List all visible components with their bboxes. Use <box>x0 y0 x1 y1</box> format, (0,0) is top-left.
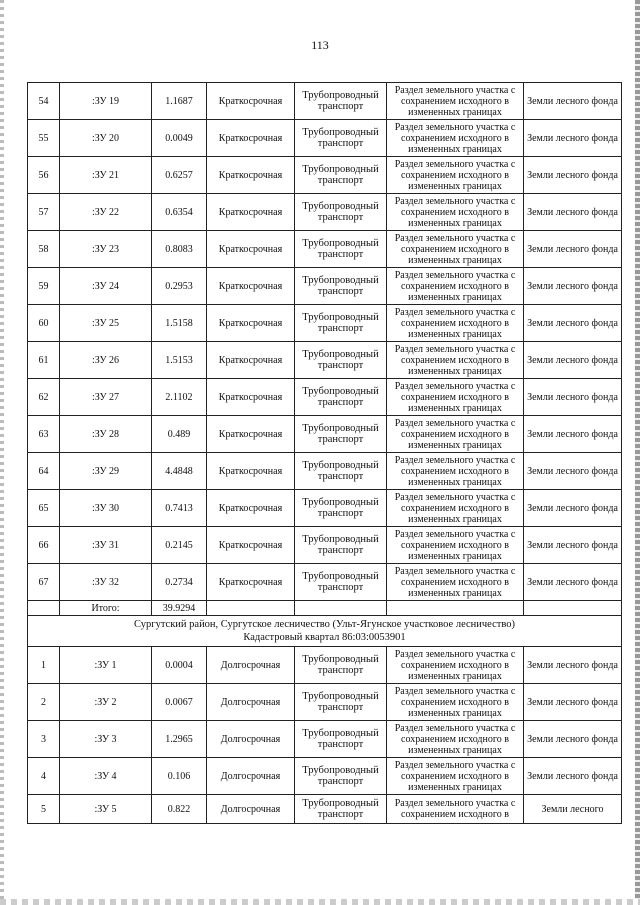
row-number-cell: 1 <box>28 647 60 684</box>
land-category-cell: Земли лесного фонда <box>524 120 622 157</box>
total-empty-cell <box>295 601 387 616</box>
row-number-cell: 3 <box>28 721 60 758</box>
area-cell: 2.1102 <box>152 379 207 416</box>
term-cell: Краткосрочная <box>207 490 295 527</box>
usage-type-cell: Трубопроводный транспорт <box>295 194 387 231</box>
plot-id-cell: :ЗУ 5 <box>60 795 152 824</box>
table-row <box>28 83 622 120</box>
usage-type-cell: Трубопроводный транспорт <box>295 527 387 564</box>
purpose-cell: Раздел земельного участка с сохранением исходного в измененных границах <box>387 453 524 490</box>
table-row <box>28 647 622 684</box>
term-cell: Краткосрочная <box>207 120 295 157</box>
purpose-cell: Раздел земельного участка с сохранением исходного в измененных границах <box>387 490 524 527</box>
total-empty-cell <box>524 601 622 616</box>
plot-id-cell: :ЗУ 19 <box>60 83 152 120</box>
usage-type-cell: Трубопроводный транспорт <box>295 721 387 758</box>
table-row <box>28 721 622 758</box>
table-row <box>28 120 622 157</box>
purpose-cell: Раздел земельного участка с сохранением исходного в измененных границах <box>387 564 524 601</box>
table-row <box>28 416 622 453</box>
term-cell: Долгосрочная <box>207 795 295 824</box>
land-category-cell: Земли лесного фонда <box>524 268 622 305</box>
term-cell: Краткосрочная <box>207 83 295 120</box>
plot-id-cell: :ЗУ 25 <box>60 305 152 342</box>
land-plot-table <box>27 82 622 824</box>
land-category-cell: Земли лесного фонда <box>524 416 622 453</box>
row-number-cell: 63 <box>28 416 60 453</box>
total-empty-cell <box>207 601 295 616</box>
page-number: 113 <box>311 38 329 52</box>
total-row <box>28 601 622 616</box>
area-cell: 0.6354 <box>152 194 207 231</box>
purpose-cell: Раздел земельного участка с сохранением исходного в измененных границах <box>387 342 524 379</box>
scan-right-edge <box>635 0 640 905</box>
term-cell: Долгосрочная <box>207 684 295 721</box>
total-empty-cell <box>28 601 60 616</box>
section-header-row <box>28 616 622 647</box>
plot-id-cell: :ЗУ 20 <box>60 120 152 157</box>
plot-id-cell: :ЗУ 32 <box>60 564 152 601</box>
term-cell: Краткосрочная <box>207 231 295 268</box>
purpose-cell: Раздел земельного участка с сохранением исходного в измененных границах <box>387 721 524 758</box>
row-number-cell: 64 <box>28 453 60 490</box>
term-cell: Долгосрочная <box>207 758 295 795</box>
term-cell: Краткосрочная <box>207 564 295 601</box>
scan-bottom-edge <box>0 899 640 905</box>
usage-type-cell: Трубопроводный транспорт <box>295 379 387 416</box>
scan-left-edge <box>0 0 4 905</box>
row-number-cell: 59 <box>28 268 60 305</box>
total-label: Итого: <box>60 601 152 616</box>
row-number-cell: 58 <box>28 231 60 268</box>
table-row <box>28 268 622 305</box>
term-cell: Краткосрочная <box>207 453 295 490</box>
row-number-cell: 2 <box>28 684 60 721</box>
row-number-cell: 60 <box>28 305 60 342</box>
row-number-cell: 54 <box>28 83 60 120</box>
term-cell: Краткосрочная <box>207 157 295 194</box>
purpose-cell: Раздел земельного участка с сохранением исходного в измененных границах <box>387 527 524 564</box>
table-row <box>28 490 622 527</box>
usage-type-cell: Трубопроводный транспорт <box>295 120 387 157</box>
row-number-cell: 65 <box>28 490 60 527</box>
area-cell: 0.2734 <box>152 564 207 601</box>
land-category-cell: Земли лесного фонда <box>524 194 622 231</box>
area-cell: 1.5153 <box>152 342 207 379</box>
row-number-cell: 55 <box>28 120 60 157</box>
section-header <box>28 616 622 647</box>
usage-type-cell: Трубопроводный транспорт <box>295 490 387 527</box>
plot-id-cell: :ЗУ 1 <box>60 647 152 684</box>
plot-id-cell: :ЗУ 4 <box>60 758 152 795</box>
term-cell: Краткосрочная <box>207 379 295 416</box>
plot-id-cell: :ЗУ 26 <box>60 342 152 379</box>
area-cell: 0.0067 <box>152 684 207 721</box>
usage-type-cell: Трубопроводный транспорт <box>295 342 387 379</box>
row-number-cell: 57 <box>28 194 60 231</box>
purpose-cell: Раздел земельного участка с сохранением исходного в измененных границах <box>387 647 524 684</box>
area-cell: 0.7413 <box>152 490 207 527</box>
table-row <box>28 758 622 795</box>
purpose-cell: Раздел земельного участка с сохранением исходного в измененных границах <box>387 120 524 157</box>
total-empty-cell <box>387 601 524 616</box>
usage-type-cell: Трубопроводный транспорт <box>295 305 387 342</box>
term-cell: Краткосрочная <box>207 416 295 453</box>
purpose-cell: Раздел земельного участка с сохранением исходного в измененных границах <box>387 416 524 453</box>
row-number-cell: 61 <box>28 342 60 379</box>
land-category-cell: Земли лесного <box>524 795 622 824</box>
area-cell: 0.489 <box>152 416 207 453</box>
usage-type-cell: Трубопроводный транспорт <box>295 564 387 601</box>
usage-type-cell: Трубопроводный транспорт <box>295 83 387 120</box>
term-cell: Краткосрочная <box>207 268 295 305</box>
plot-id-cell: :ЗУ 22 <box>60 194 152 231</box>
term-cell: Долгосрочная <box>207 721 295 758</box>
table-row <box>28 194 622 231</box>
usage-type-cell: Трубопроводный транспорт <box>295 795 387 824</box>
purpose-cell: Раздел земельного участка с сохранением исходного в измененных границах <box>387 379 524 416</box>
land-category-cell: Земли лесного фонда <box>524 305 622 342</box>
area-cell: 1.5158 <box>152 305 207 342</box>
usage-type-cell: Трубопроводный транспорт <box>295 157 387 194</box>
purpose-cell: Раздел земельного участка с сохранением исходного в измененных границах <box>387 83 524 120</box>
area-cell: 4.4848 <box>152 453 207 490</box>
land-category-cell: Земли лесного фонда <box>524 564 622 601</box>
plot-id-cell: :ЗУ 3 <box>60 721 152 758</box>
purpose-cell: Раздел земельного участка с сохранением исходного в измененных границах <box>387 157 524 194</box>
plot-id-cell: :ЗУ 21 <box>60 157 152 194</box>
term-cell: Краткосрочная <box>207 305 295 342</box>
purpose-cell: Раздел земельного участка с сохранением исходного в измененных границах <box>387 231 524 268</box>
purpose-cell: Раздел земельного участка с сохранением исходного в <box>387 795 524 824</box>
row-number-cell: 62 <box>28 379 60 416</box>
land-category-cell: Земли лесного фонда <box>524 684 622 721</box>
usage-type-cell: Трубопроводный транспорт <box>295 268 387 305</box>
table-row <box>28 231 622 268</box>
table-row <box>28 342 622 379</box>
table-row <box>28 684 622 721</box>
area-cell: 1.1687 <box>152 83 207 120</box>
area-cell: 1.2965 <box>152 721 207 758</box>
table-row <box>28 157 622 194</box>
section-header-line2: Кадастровый квартал 86:03:0053901 <box>243 632 406 643</box>
term-cell: Краткосрочная <box>207 342 295 379</box>
row-number-cell: 66 <box>28 527 60 564</box>
area-cell: 0.2145 <box>152 527 207 564</box>
land-category-cell: Земли лесного фонда <box>524 490 622 527</box>
usage-type-cell: Трубопроводный транспорт <box>295 453 387 490</box>
area-cell: 0.106 <box>152 758 207 795</box>
purpose-cell: Раздел земельного участка с сохранением исходного в измененных границах <box>387 268 524 305</box>
plot-id-cell: :ЗУ 29 <box>60 453 152 490</box>
land-category-cell: Земли лесного фонда <box>524 721 622 758</box>
usage-type-cell: Трубопроводный транспорт <box>295 231 387 268</box>
area-cell: 0.0004 <box>152 647 207 684</box>
usage-type-cell: Трубопроводный транспорт <box>295 684 387 721</box>
area-cell: 0.822 <box>152 795 207 824</box>
plot-id-cell: :ЗУ 28 <box>60 416 152 453</box>
plot-id-cell: :ЗУ 30 <box>60 490 152 527</box>
area-cell: 0.2953 <box>152 268 207 305</box>
table-total <box>28 601 622 647</box>
row-number-cell: 4 <box>28 758 60 795</box>
land-category-cell: Земли лесного фонда <box>524 758 622 795</box>
table-body-top <box>28 83 622 601</box>
section-header-line1: Сургутский район, Сургутское лесничество (Ульт-Ягунское участковое лесничество) <box>134 619 515 630</box>
term-cell: Долгосрочная <box>207 647 295 684</box>
table-row <box>28 795 622 824</box>
plot-id-cell: :ЗУ 23 <box>60 231 152 268</box>
purpose-cell: Раздел земельного участка с сохранением исходного в измененных границах <box>387 305 524 342</box>
table-row <box>28 379 622 416</box>
row-number-cell: 56 <box>28 157 60 194</box>
land-category-cell: Земли лесного фонда <box>524 83 622 120</box>
plot-id-cell: :ЗУ 31 <box>60 527 152 564</box>
land-category-cell: Земли лесного фонда <box>524 342 622 379</box>
area-cell: 0.8083 <box>152 231 207 268</box>
land-category-cell: Земли лесного фонда <box>524 379 622 416</box>
purpose-cell: Раздел земельного участка с сохранением исходного в измененных границах <box>387 758 524 795</box>
purpose-cell: Раздел земельного участка с сохранением исходного в измененных границах <box>387 194 524 231</box>
plot-id-cell: :ЗУ 24 <box>60 268 152 305</box>
usage-type-cell: Трубопроводный транспорт <box>295 758 387 795</box>
table-row <box>28 453 622 490</box>
area-cell: 0.0049 <box>152 120 207 157</box>
row-number-cell: 5 <box>28 795 60 824</box>
term-cell: Краткосрочная <box>207 194 295 231</box>
plot-id-cell: :ЗУ 2 <box>60 684 152 721</box>
usage-type-cell: Трубопроводный транспорт <box>295 647 387 684</box>
area-cell: 0.6257 <box>152 157 207 194</box>
term-cell: Краткосрочная <box>207 527 295 564</box>
total-value: 39.9294 <box>152 601 207 616</box>
table-row <box>28 564 622 601</box>
row-number-cell: 67 <box>28 564 60 601</box>
land-category-cell: Земли лесного фонда <box>524 647 622 684</box>
plot-id-cell: :ЗУ 27 <box>60 379 152 416</box>
land-category-cell: Земли лесного фонда <box>524 231 622 268</box>
table-body-bottom <box>28 647 622 824</box>
land-category-cell: Земли лесного фонда <box>524 157 622 194</box>
usage-type-cell: Трубопроводный транспорт <box>295 416 387 453</box>
table-row <box>28 527 622 564</box>
land-category-cell: Земли лесного фонда <box>524 453 622 490</box>
purpose-cell: Раздел земельного участка с сохранением исходного в измененных границах <box>387 684 524 721</box>
land-category-cell: Земли лесного фонда <box>524 527 622 564</box>
table-row <box>28 305 622 342</box>
